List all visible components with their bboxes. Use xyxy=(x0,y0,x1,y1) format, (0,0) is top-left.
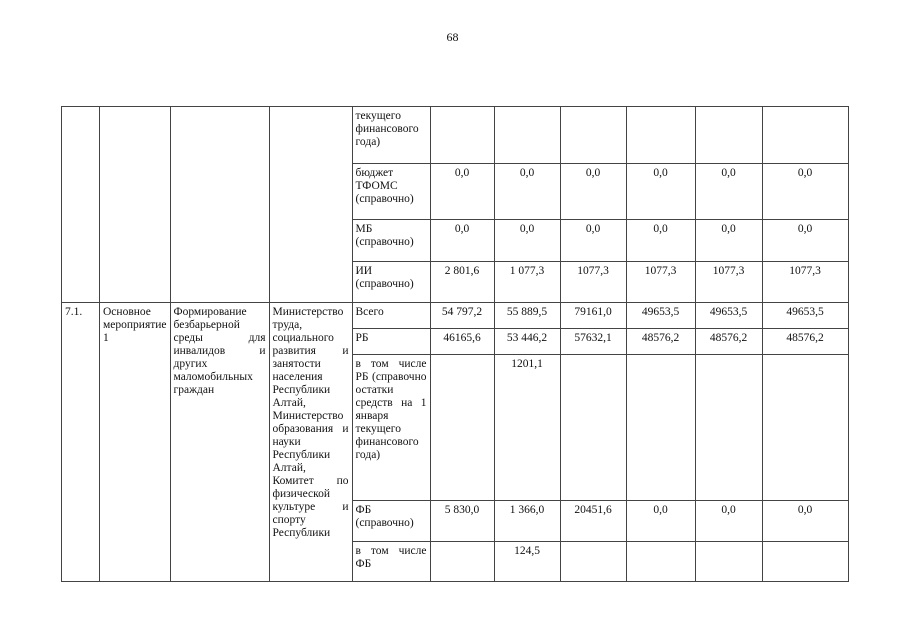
cell-source: ИИ (справочно) xyxy=(352,262,430,303)
cell-source: в том числе ФБ xyxy=(352,542,430,582)
cell-value: 1077,3 xyxy=(626,262,695,303)
cell-source: бюджет ТФОМС (справочно) xyxy=(352,164,430,220)
cell-value: 0,0 xyxy=(560,220,626,262)
cell-value: 54 797,2 xyxy=(430,303,494,329)
page-number: 68 xyxy=(446,30,459,44)
cell-value: 48576,2 xyxy=(626,329,695,355)
cell-value xyxy=(430,107,494,164)
cell-value: 0,0 xyxy=(430,164,494,220)
cell-value xyxy=(626,355,695,501)
cell-value: 57632,1 xyxy=(560,329,626,355)
cell-executors xyxy=(269,107,352,303)
cell-source: Всего xyxy=(352,303,430,329)
cell-value xyxy=(626,107,695,164)
cell-value: 1077,3 xyxy=(560,262,626,303)
cell-value xyxy=(626,542,695,582)
cell-source: ФБ (справочно) xyxy=(352,501,430,542)
cell-value xyxy=(494,107,560,164)
table-row xyxy=(62,107,849,164)
cell-value: 1077,3 xyxy=(762,262,848,303)
cell-value: 0,0 xyxy=(762,220,848,262)
cell-value: 0,0 xyxy=(494,164,560,220)
cell-value xyxy=(560,542,626,582)
cell-type xyxy=(100,107,171,303)
cell-value: 48576,2 xyxy=(695,329,762,355)
cell-source: МБ (справочно) xyxy=(352,220,430,262)
cell-value: 1077,3 xyxy=(695,262,762,303)
cell-value: 0,0 xyxy=(494,220,560,262)
cell-value: 0,0 xyxy=(560,164,626,220)
cell-value: 48576,2 xyxy=(762,329,848,355)
cell-value: 79161,0 xyxy=(560,303,626,329)
cell-number xyxy=(62,107,100,303)
cell-value: 1 366,0 xyxy=(494,501,560,542)
cell-value: 124,5 xyxy=(494,542,560,582)
cell-value: 20451,6 xyxy=(560,501,626,542)
cell-value: 0,0 xyxy=(695,220,762,262)
cell-value xyxy=(560,107,626,164)
cell-value: 49653,5 xyxy=(695,303,762,329)
cell-name xyxy=(170,107,269,303)
cell-value: 0,0 xyxy=(695,164,762,220)
cell-value: 0,0 xyxy=(626,220,695,262)
measure-number: 7.1. xyxy=(62,303,100,582)
cell-value: 0,0 xyxy=(626,164,695,220)
cell-value xyxy=(430,542,494,582)
cell-value xyxy=(762,107,848,164)
cell-value xyxy=(695,542,762,582)
cell-value: 49653,5 xyxy=(762,303,848,329)
cell-value xyxy=(695,355,762,501)
cell-value: 0,0 xyxy=(762,501,848,542)
cell-value xyxy=(762,355,848,501)
cell-value: 5 830,0 xyxy=(430,501,494,542)
cell-value: 0,0 xyxy=(626,501,695,542)
measure-executors: Министерство труда, социального развития и занятости населения Республики Алтай, Министерство образования и науки Республики Алтай, Комитет по физической культуре и спорту Республики xyxy=(269,303,352,582)
cell-source: РБ xyxy=(352,329,430,355)
cell-value: 55 889,5 xyxy=(494,303,560,329)
cell-value: 1 077,3 xyxy=(494,262,560,303)
cell-value: 0,0 xyxy=(430,220,494,262)
cell-value: 53 446,2 xyxy=(494,329,560,355)
table-row xyxy=(62,303,849,329)
cell-value: 2 801,6 xyxy=(430,262,494,303)
cell-value: 0,0 xyxy=(762,164,848,220)
cell-value: 46165,6 xyxy=(430,329,494,355)
cell-value: 1201,1 xyxy=(494,355,560,501)
cell-value xyxy=(560,355,626,501)
cell-value: 0,0 xyxy=(695,501,762,542)
cell-source: в том числе РБ (справочно остатки средств на 1 января текущего финансового года) xyxy=(352,355,430,501)
cell-source: текущего финансового года) xyxy=(352,107,430,164)
cell-value xyxy=(695,107,762,164)
cell-value xyxy=(430,355,494,501)
measure-name: Формирование безбарьерной среды для инвалидов и других маломобильных граждан xyxy=(170,303,269,582)
cell-value: 49653,5 xyxy=(626,303,695,329)
measure-type: Основное мероприятие 1 xyxy=(100,303,171,582)
cell-value xyxy=(762,542,848,582)
budget-table xyxy=(61,106,849,582)
